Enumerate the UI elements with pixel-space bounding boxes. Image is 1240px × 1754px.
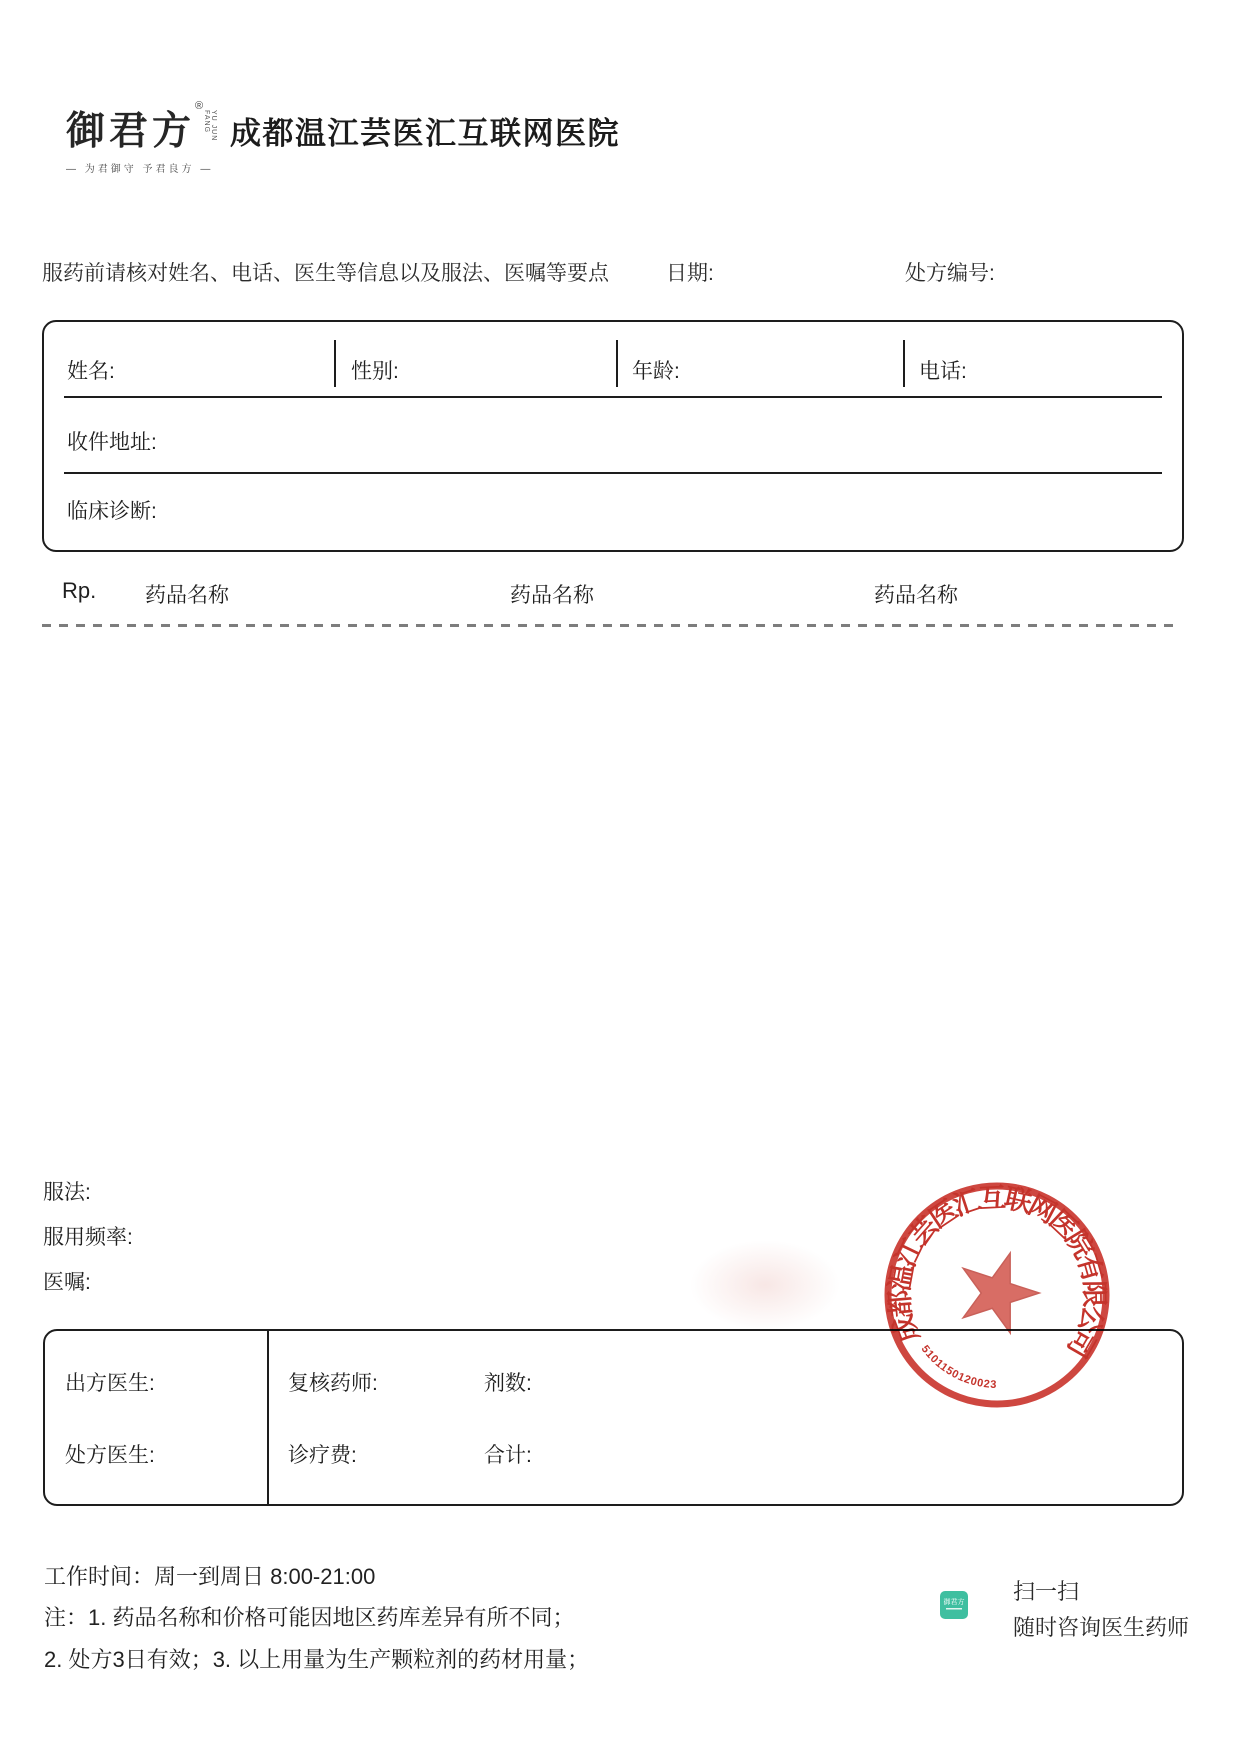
seal-arc-text: 成都温江芸医汇互联网医院有限公司 <box>884 1182 1110 1363</box>
reviewing-pharmacist-label: 复核药师: <box>288 1372 378 1395</box>
gender-label: 性别: <box>351 360 399 383</box>
brand-logo-text: 御君方 <box>66 108 196 154</box>
usage-frequency-label: 服用频率: <box>43 1226 133 1249</box>
consultation-fee-label: 诊疗费: <box>288 1444 357 1467</box>
address-label: 收件地址: <box>67 431 157 454</box>
scan-description: 随时咨询医生药师 <box>1013 1615 1190 1640</box>
cell-divider <box>267 1331 269 1504</box>
qr-center-logo-text: 御君方 <box>943 1599 965 1606</box>
column-divider <box>903 340 905 387</box>
dose-count-label: 剂数: <box>484 1372 532 1395</box>
diagnosis-label: 临床诊断: <box>67 500 157 523</box>
column-divider <box>616 340 618 387</box>
note-line-1: 注：1. 药品名称和价格可能因地区药库差异有所不同； <box>44 1605 575 1630</box>
prescribing-doctor-label: 处方医生: <box>65 1444 155 1467</box>
total-label: 合计: <box>484 1444 532 1467</box>
date-label: 日期: <box>666 262 714 285</box>
note-line-2: 2. 处方3日有效；3. 以上用量为生产颗粒剂的药材用量； <box>44 1647 590 1672</box>
brand-logo <box>66 100 217 175</box>
svg-text:5101150120023 <box>915 1342 1000 1391</box>
qr-code <box>900 1551 1008 1659</box>
rp-label: Rp. <box>62 578 97 603</box>
usage-method-label: 服法: <box>43 1181 91 1204</box>
ink-smudge <box>690 1240 840 1330</box>
age-label: 年龄: <box>632 360 680 383</box>
scan-label: 扫一扫 <box>1013 1579 1080 1604</box>
row-divider <box>64 396 1162 398</box>
issuing-doctor-label: 出方医生: <box>65 1372 155 1395</box>
brand-tagline: — 为君御守 予君良方 — <box>66 164 214 175</box>
patient-info-box <box>42 320 1184 552</box>
registered-mark: ® <box>195 100 204 112</box>
hospital-title: 成都温江芸医汇互联网医院 <box>230 116 620 151</box>
hospital-seal <box>877 1175 1117 1415</box>
row-divider <box>64 472 1162 474</box>
column-divider <box>334 340 336 387</box>
rp-dashed-separator <box>42 624 1180 627</box>
phone-label: 电话: <box>919 360 967 383</box>
seal-number: 5101150120023 <box>918 1343 997 1391</box>
seal-star <box>957 1248 1043 1335</box>
drug-name-column-2: 药品名称 <box>510 584 594 607</box>
doctor-advice-label: 医嘱: <box>43 1271 91 1294</box>
brand-logo-vertical-text: YU JUN FANG <box>203 110 218 142</box>
rx-number-label: 处方编号: <box>905 262 995 285</box>
verify-notice: 服药前请核对姓名、电话、医生等信息以及服法、医嘱等要点 <box>42 262 609 285</box>
name-label: 姓名: <box>67 360 115 383</box>
drug-name-column-1: 药品名称 <box>145 584 229 607</box>
work-time-note: 工作时间：周一到周日 8:00-21:00 <box>44 1564 376 1589</box>
drug-name-column-3: 药品名称 <box>874 584 958 607</box>
